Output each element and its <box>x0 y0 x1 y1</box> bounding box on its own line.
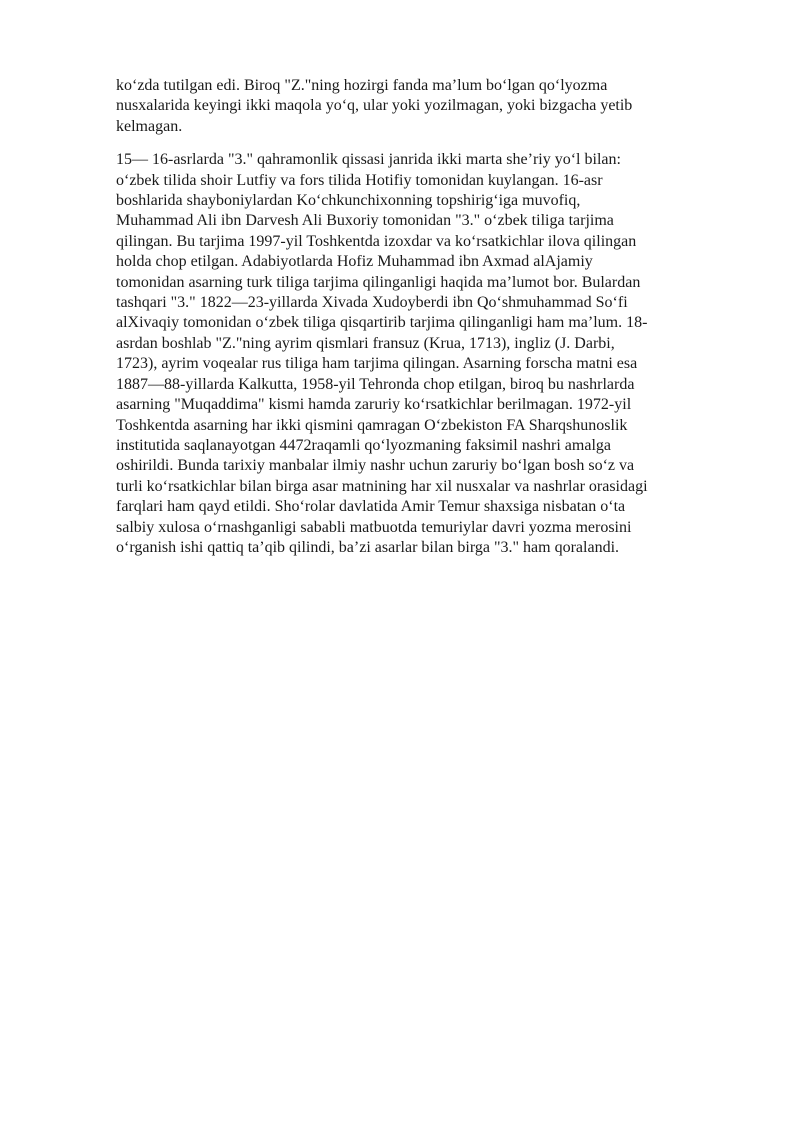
paragraph-2: 15— 16-asrlarda "3." qahramonlik qissasi janrida ikki marta she’riy yo‘l bilan: o‘zbek tilida shoir Lutfiy va fors tilida Hotifiy tomonidan kuylangan. 16-asr boshlarida shayboniylardan Ko‘chkunchixonning topshirig‘iga muvofiq, Muhammad Ali ibn Darvesh Ali Buxoriy tomonidan "3." o‘zbek tiliga tarjima qilingan. Bu tarjima 1997-yil Toshkentda izoxdar va ko‘rsatkichlar ilova qilingan holda chop etilgan. Adabiyotlarda Hofiz Muhammad ibn Axmad alAjamiy tomonidan asarning turk tiliga tarjima qilinganligi haqida ma’lumot bor. Bulardan tashqari "3." 1822—23-yillarda Xivada Xudoyberdi ibn Qo‘shmuhammad So‘fi alXivaqiy tomonidan o‘zbek tiliga qisqartirib tarjima qilinganligi ham ma’lum. 18- asrdan boshlab "Z."ning ayrim qismlari fransuz (Krua, 1713), ingliz (J. Darbi, 1723), ayrim voqealar rus tiliga ham tarjima qilingan. Asarning forscha matni esa 1887—88-yillarda Kalkutta, 1958-yil Tehronda chop etilgan, biroq bu nashrlarda asarning "Muqaddima" kismi hamda zaruriy ko‘rsatkichlar berilmagan. 1972-yil Toshkentda asarning har ikki qismini qamragan O‘zbekiston FA Sharqshunoslik institutida saqlanayotgan 4472raqamli qo‘lyozmaning faksimil nashri amalga oshirildi. Bunda tarixiy manbalar ilmiy nashr uchun zaruriy bo‘lgan bosh so‘z va turli ko‘rsatkichlar bilan birga asar matnining har xil nusxalar va nashrlar orasidagi farqlari ham qayd etildi. Sho‘rolar davlatida Amir Temur shaxsiga nisbatan o‘ta salbiy xulosa o‘rnashganligi sababli matbuotda temuriylar davri yozma merosini o‘rganish ishi qattiq ta’qib qilindi, ba’zi asarlar bilan birga "3." ham qoralandi. <box>116 151 648 556</box>
document-body <box>116 76 741 571</box>
paragraph-1: ko‘zda tutilgan edi. Biroq "Z."ning hozirgi fanda ma’lum bo‘lgan qo‘lyozma nusxalarida keyingi ikki maqola yo‘q, ular yoki yozilmagan, yoki bizgacha yetib kelmagan. <box>116 77 633 135</box>
